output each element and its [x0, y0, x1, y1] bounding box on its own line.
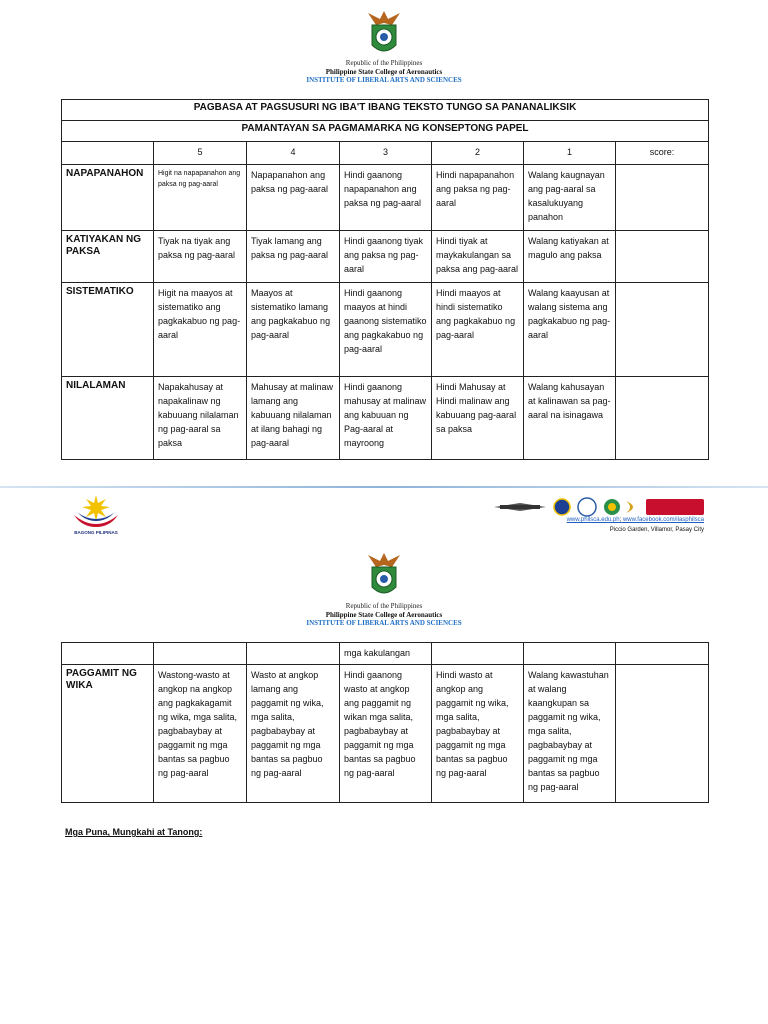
partner-logos-icon: [490, 497, 706, 517]
column-header: 4: [247, 142, 340, 165]
column-header: 5: [154, 142, 247, 165]
column-header: 2: [432, 142, 524, 165]
criterion-cell: NILALAMAN: [62, 377, 154, 460]
column-header: 1: [524, 142, 616, 165]
rubric-cell: Hindi tiyak at maykakulangan sa paksa ang pag-aaral: [432, 231, 524, 283]
rubric-cell: Walang kawastuhan at walang kaangkupan sa paggamit ng wika, mga salita, pagbabaybay at paggamit ng mga bantas sa pagbuo ng pag-aaral: [524, 665, 616, 803]
rubric-cell: Hindi maayos at hindi sistematiko ang pagkakabuo ng pag-aaral: [432, 283, 524, 377]
score-cell[interactable]: [616, 283, 709, 377]
table-row: [62, 283, 709, 377]
table-row: [62, 377, 709, 460]
rubric-cell: Hindi wasto at angkop ang paggamit ng wika, mga salita, pagbabaybay at paggamit ng mga bantas sa pagbuo ng pag-aaral: [432, 665, 524, 803]
notes-label: Mga Puna, Mungkahi at Tanong:: [65, 827, 203, 837]
college-seal-icon: [366, 5, 402, 59]
continuation-blank-cell: [62, 643, 154, 665]
rubric-cell: Napapanahon ang paksa ng pag-aaral: [247, 165, 340, 231]
header-institute: INSTITUTE OF LIBERAL ARTS AND SCIENCES: [306, 76, 462, 84]
criterion-cell: KATIYAKAN NG PAKSA: [62, 231, 154, 283]
rubric-cell: Napakahusay at napakalinaw ng kabuuang nilalaman ng pag-aaral sa paksa: [154, 377, 247, 460]
rubric-cell: Mahusay at malinaw lamang ang kabuuang nilalaman at ilang bahagi ng pag-aaral: [247, 377, 340, 460]
rubric-cell: Higit na napapanahon ang paksa ng pag-aaral: [154, 165, 247, 231]
rubric-cell: Wastong-wasto at angkop na angkop ang pagkakagamit ng wika, mga salita, pagbabaybay at paggamit ng mga bantas sa pagbuo ng pag-aaral: [154, 665, 247, 803]
bagong-pilipinas-label: BAGONG PILIPINAS: [74, 530, 118, 535]
table-row: [62, 165, 709, 231]
header-blank-cell: [62, 142, 154, 165]
rubric-cell: Higit na maayos at sistematiko ang pagkakabuo ng pag-aaral: [154, 283, 247, 377]
facebook-link[interactable]: www.facebook.com/ilasphilsca: [622, 517, 704, 523]
website-link[interactable]: www.philsca.edu.ph: [566, 517, 620, 523]
rubric-cell: Hindi gaanong wasto at angkop ang paggamit ng wikan mga salita, pagbabaybay at paggamit ng mga bantas sa pagbuo ng pag-aaral: [340, 665, 432, 803]
rubric-cell: Hindi gaanong napapanahon ang paksa ng pag-aaral: [340, 165, 432, 231]
score-cell[interactable]: [616, 377, 709, 460]
score-cell[interactable]: [616, 665, 709, 803]
continuation-blank-cell: [247, 643, 340, 665]
continuation-cell: mga kakulangan: [340, 643, 432, 665]
rubric-cell: Walang katiyakan at magulo ang paksa: [524, 231, 616, 283]
rubric-cell: Hindi napapanahon ang paksa ng pag-aaral: [432, 165, 524, 231]
column-header: score:: [616, 142, 709, 165]
score-cell[interactable]: [616, 165, 709, 231]
rubric-table: [61, 99, 709, 460]
rubric-cell: Hindi gaanong mahusay at malinaw ang kabuuan ng Pag-aaral at mayroong: [340, 377, 432, 460]
header-republic: Republic of the Philippines: [345, 59, 423, 67]
header-college: Philippine State College of Aeronautics: [325, 611, 443, 619]
column-header: 3: [340, 142, 432, 165]
rubric-cell: Tiyak lamang ang paksa ng pag-aaral: [247, 231, 340, 283]
criterion-cell: PAGGAMIT NG WIKA: [62, 665, 154, 803]
table-row: [62, 231, 709, 283]
criterion-cell: NAPAPANAHON: [62, 165, 154, 231]
rubric-cell: Hindi Mahusay at Hindi malinaw ang kabuuang pag-aaral sa paksa: [432, 377, 524, 460]
rubric-cell: Walang kaayusan at walang sistema ang pagkakabuo ng pag-aaral: [524, 283, 616, 377]
college-seal-icon: [366, 547, 402, 601]
continuation-blank-cell: [154, 643, 247, 665]
page-divider: [0, 486, 768, 488]
continuation-blank-cell: [524, 643, 616, 665]
rubric-cell: Hindi gaanong tiyak ang paksa ng pag-aaral: [340, 231, 432, 283]
table-row: [62, 665, 709, 803]
continuation-blank-cell: [432, 643, 524, 665]
criterion-cell: SISTEMATIKO: [62, 283, 154, 377]
header-college: Philippine State College of Aeronautics: [325, 68, 443, 76]
rubric-cell: Maayos at sistematiko lamang ang pagkakabuo ng pag-aaral: [247, 283, 340, 377]
link-separator: ;: [619, 517, 622, 523]
table-title: PAGBASA AT PAGSUSURI NG IBA'T IBANG TEKSTO TUNGO SA PANANALIKSIK: [62, 100, 709, 121]
table-row: [62, 643, 709, 665]
table-subtitle: PAMANTAYAN SA PAGMAMARKA NG KONSEPTONG PAPEL: [62, 121, 709, 142]
score-cell[interactable]: [616, 643, 709, 665]
footer-links: [567, 517, 704, 523]
score-cell[interactable]: [616, 231, 709, 283]
page-2: [0, 540, 768, 1024]
rubric-cell: Walang kahusayan at kalinawan sa pag-aaral na isinagawa: [524, 377, 616, 460]
bagong-pilipinas-logo-icon: [70, 493, 122, 529]
rubric-table-continued: [61, 642, 709, 803]
table-header-row: [62, 142, 709, 165]
rubric-cell: Wasto at angkop lamang ang paggamit ng wika, mga salita, pagbabaybay at paggamit ng mga bantas sa pagbuo ng pag-aaral: [247, 665, 340, 803]
rubric-cell: Hindi gaanong maayos at hindi gaanong sistematiko ang pagkakabuo ng pag-aaral: [340, 283, 432, 377]
rubric-cell: Walang kaugnayan ang pag-aaral sa kasalukuyang panahon: [524, 165, 616, 231]
header-republic: Republic of the Philippines: [345, 602, 423, 610]
rubric-cell: Tiyak na tiyak ang paksa ng pag-aaral: [154, 231, 247, 283]
page-1: [0, 0, 768, 490]
header-institute: INSTITUTE OF LIBERAL ARTS AND SCIENCES: [306, 619, 462, 627]
footer-address: Piccio Garden, Villamor, Pasay City: [609, 527, 704, 533]
